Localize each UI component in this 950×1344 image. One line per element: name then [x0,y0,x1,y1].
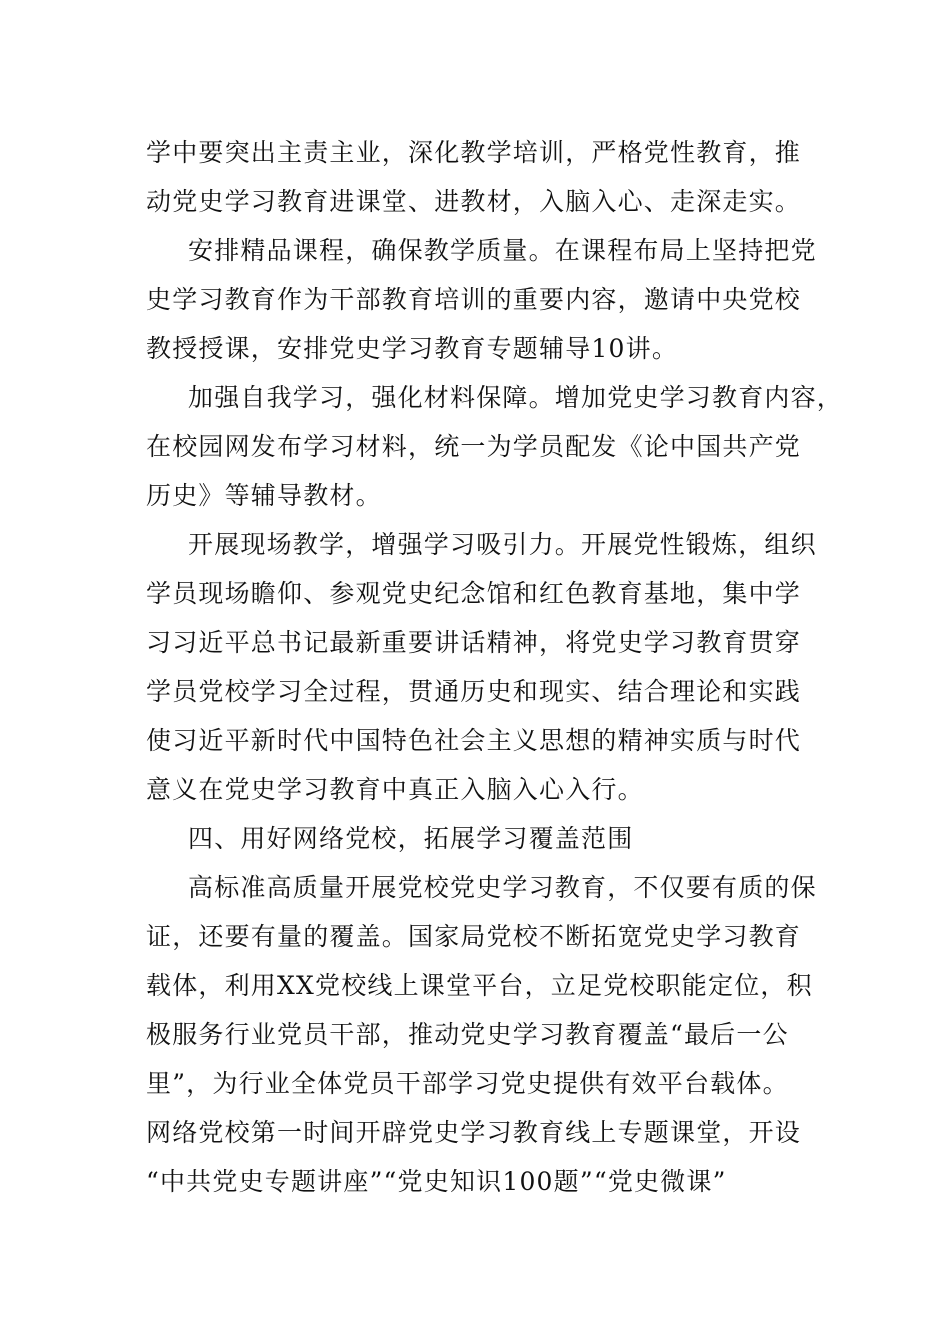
text-line: 使习近平新时代中国特色社会主义思想的精神实质与时代 [146,726,802,755]
text-line: 意义在党史学习教育中真正入脑入心入行。 [146,775,644,804]
document-body [146,128,844,1206]
text-line: 动党史学习教育进课堂、进教材，入脑入心、走深走实。 [146,187,802,216]
text-line: 在校园网发布学习材料，统一为学员配发《论中国共产党 [146,432,802,461]
paragraph-start: 安排精品课程，确保教学质量。在课程布局上坚持把党 [188,236,817,265]
text-line: 极服务行业党员干部，推动党史学习教育覆盖“最后一公 [146,1020,789,1049]
text-line: 史学习教育作为干部教育培训的重要内容，邀请中央党校 [146,285,802,314]
text-line: 里”，为行业全体党员干部学习党史提供有效平台载体。 [146,1069,789,1098]
text-line: 网络党校第一时间开辟党史学习教育线上专题课堂，开设 [146,1118,802,1147]
text-line: 历史》等辅导教材。 [146,481,382,510]
text-line: 学员现场瞻仰、参观党史纪念馆和红色教育基地，集中学 [146,579,802,608]
text-line: “中共党史专题讲座”“党史知识100题”“党史微课” [146,1167,727,1196]
section-heading: 四、用好网络党校，拓展学习覆盖范围 [188,824,634,853]
paragraph-start: 高标准高质量开展党校党史学习教育，不仅要有质的保 [188,873,817,902]
text-line: 载体，利用XX党校线上课堂平台，立足党校职能定位，积 [146,971,813,1000]
paragraph-start: 开展现场教学，增强学习吸引力。开展党性锻炼，组织 [188,530,817,559]
text-line: 习习近平总书记最新重要讲话精神，将党史学习教育贯穿 [146,628,802,657]
text-line: 教授授课，安排党史学习教育专题辅导10讲。 [146,334,679,363]
text-line: 学员党校学习全过程，贯通历史和现实、结合理论和实践 [146,677,802,706]
paragraph-start: 加强自我学习，强化材料保障。增加党史学习教育内容， [188,383,844,412]
text-line: 证，还要有量的覆盖。国家局党校不断拓宽党史学习教育 [146,922,802,951]
text-line: 学中要突出主责主业，深化教学培训，严格党性教育，推 [146,138,802,167]
